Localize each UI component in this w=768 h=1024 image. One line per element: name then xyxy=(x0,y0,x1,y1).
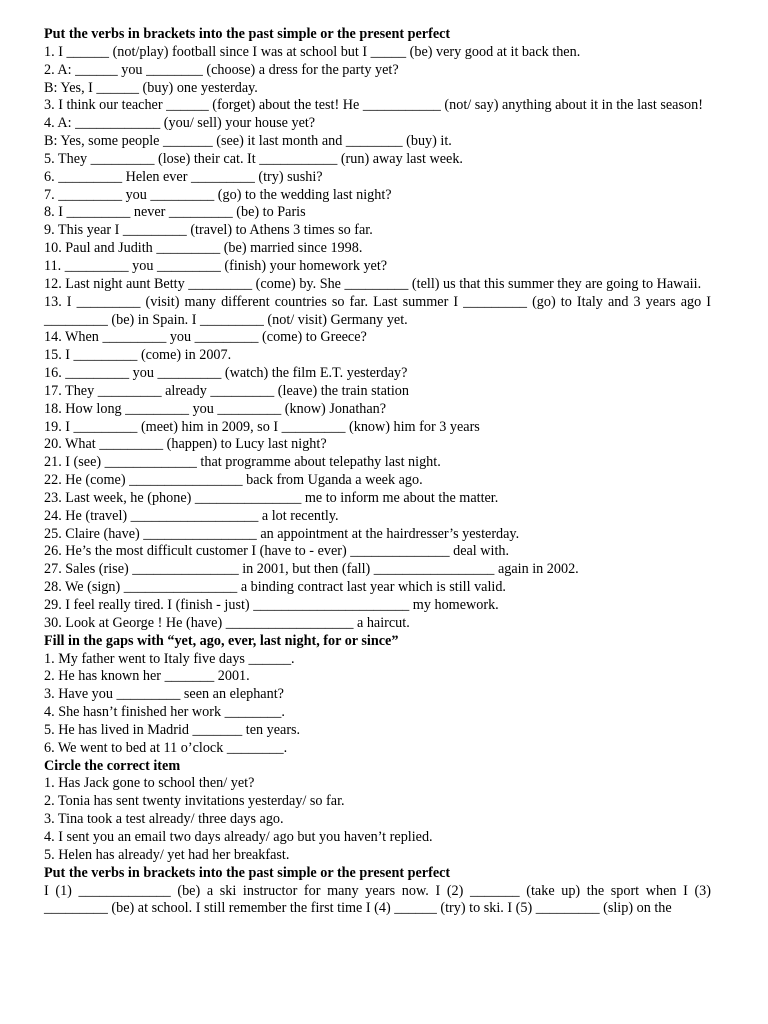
exercise-item: 30. Look at George ! He (have) __________________ a haircut. xyxy=(44,614,410,631)
exercise-item: 6. We went to bed at 11 o’clock ________. xyxy=(44,739,288,756)
exercise-section xyxy=(44,758,711,865)
exercise-item: 17. They _________ already _________ (leave) the train station xyxy=(44,382,409,399)
exercise-item: 21. I (see) _____________ that programme about telepathy last night. xyxy=(44,454,441,471)
exercise-item: 16. _________ you _________ (watch) the film E.T. yesterday? xyxy=(44,365,408,382)
exercise-item: B: Yes, some people _______ (see) it last month and ________ (buy) it. xyxy=(44,133,452,150)
worksheet xyxy=(44,26,711,918)
exercise-item: 2. A: ______ you ________ (choose) a dress for the party yet? xyxy=(44,61,399,78)
exercise-item: 8. I _________ never _________ (be) to Paris xyxy=(44,204,306,221)
exercise-item: 23. Last week, he (phone) _______________ me to inform me about the matter. xyxy=(44,489,499,506)
exercise-item: 6. _________ Helen ever _________ (try) sushi? xyxy=(44,168,323,185)
exercise-section xyxy=(44,865,711,919)
exercise-item: 24. He (travel) __________________ a lot recently. xyxy=(44,507,339,524)
exercise-item: 7. _________ you _________ (go) to the wedding last night? xyxy=(44,186,392,203)
exercise-item: 14. When _________ you _________ (come) to Greece? xyxy=(44,329,367,346)
exercise-item: 1. My father went to Italy five days ______. xyxy=(44,650,295,667)
exercise-item: 4. She hasn’t finished her work ________. xyxy=(44,704,285,721)
exercise-heading: Fill in the gaps with “yet, ago, ever, last night, for or since” xyxy=(44,632,399,649)
exercise-section xyxy=(44,26,711,633)
exercise-item: 4. A: ____________ (you/ sell) your house yet? xyxy=(44,115,316,132)
exercise-item: B: Yes, I ______ (buy) one yesterday. xyxy=(44,79,258,96)
exercise-item: 5. They _________ (lose) their cat. It ___________ (run) away last week. xyxy=(44,150,463,167)
exercise-section xyxy=(44,633,711,758)
exercise-item: 29. I feel really tired. I (finish - just) ______________________ my homework. xyxy=(44,597,499,613)
exercise-item: 3. I think our teacher ______ (forget) about the test! He ___________ (not/ say) anything about it in the last season! xyxy=(44,97,703,114)
exercise-item: 25. Claire (have) ________________ an appointment at the hairdresser’s yesterday. xyxy=(44,525,520,542)
exercise-item: 19. I _________ (meet) him in 2009, so I _________ (know) him for 3 years xyxy=(44,418,480,435)
exercise-item: 1. I ______ (not/play) football since I was at school but I _____ (be) very good at it back then. xyxy=(44,43,581,60)
exercise-item: 27. Sales (rise) _______________ in 2001, but then (fall) _________________ again in 2002. xyxy=(44,561,579,578)
exercise-item: 2. He has known her _______ 2001. xyxy=(44,668,250,685)
exercise-item: 10. Paul and Judith _________ (be) married since 1998. xyxy=(44,240,363,257)
exercise-item: 28. We (sign) ________________ a binding contract last year which is still valid. xyxy=(44,579,506,596)
exercise-item: 2. Tonia has sent twenty invitations yesterday/ so far. xyxy=(44,793,345,810)
exercise-item: 20. What _________ (happen) to Lucy last night? xyxy=(44,436,327,453)
exercise-item: 26. He’s the most difficult customer I (have to - ever) ______________ deal with. xyxy=(44,543,510,560)
exercise-item: 9. This year I _________ (travel) to Athens 3 times so far. xyxy=(44,222,373,239)
exercise-item: 3. Tina took a test already/ three days ago. xyxy=(44,811,284,828)
exercise-item: 12. Last night aunt Betty _________ (come) by. She _________ (tell) us that this summer they are going to Hawaii. xyxy=(44,275,702,292)
exercise-item: 15. I _________ (come) in 2007. xyxy=(44,347,232,364)
exercise-item: 4. I sent you an email two days already/ ago but you haven’t replied. xyxy=(44,828,433,845)
exercise-item: I (1) _____________ (be) a ski instructor for many years now. I (2) _______ (take up) the sport when I (3) _________ (be) at school. I still remember the first time I (4) ______ (try) to ski. I (5) _________ (slip) on the xyxy=(44,882,711,917)
exercise-item: 22. He (come) ________________ back from Uganda a week ago. xyxy=(44,472,423,489)
exercise-item: 5. Helen has already/ yet had her breakfast. xyxy=(44,846,290,863)
exercise-item: 13. I _________ (visit) many different countries so far. Last summer I _________ (go) to Italy and 3 years ago I _________ (be) in Spain. I _________ (not/ visit) Germany yet. xyxy=(44,293,711,328)
exercise-heading: Put the verbs in brackets into the past simple or the present perfect xyxy=(44,26,451,42)
exercise-heading: Circle the correct item xyxy=(44,757,181,774)
exercise-heading: Put the verbs in brackets into the past simple or the present perfect xyxy=(44,864,451,881)
exercise-item: 3. Have you _________ seen an elephant? xyxy=(44,686,284,703)
exercise-item: 11. _________ you _________ (finish) your homework yet? xyxy=(44,257,388,274)
exercise-item: 1. Has Jack gone to school then/ yet? xyxy=(44,775,255,792)
exercise-item: 5. He has lived in Madrid _______ ten years. xyxy=(44,721,301,738)
exercise-item: 18. How long _________ you _________ (know) Jonathan? xyxy=(44,400,387,417)
